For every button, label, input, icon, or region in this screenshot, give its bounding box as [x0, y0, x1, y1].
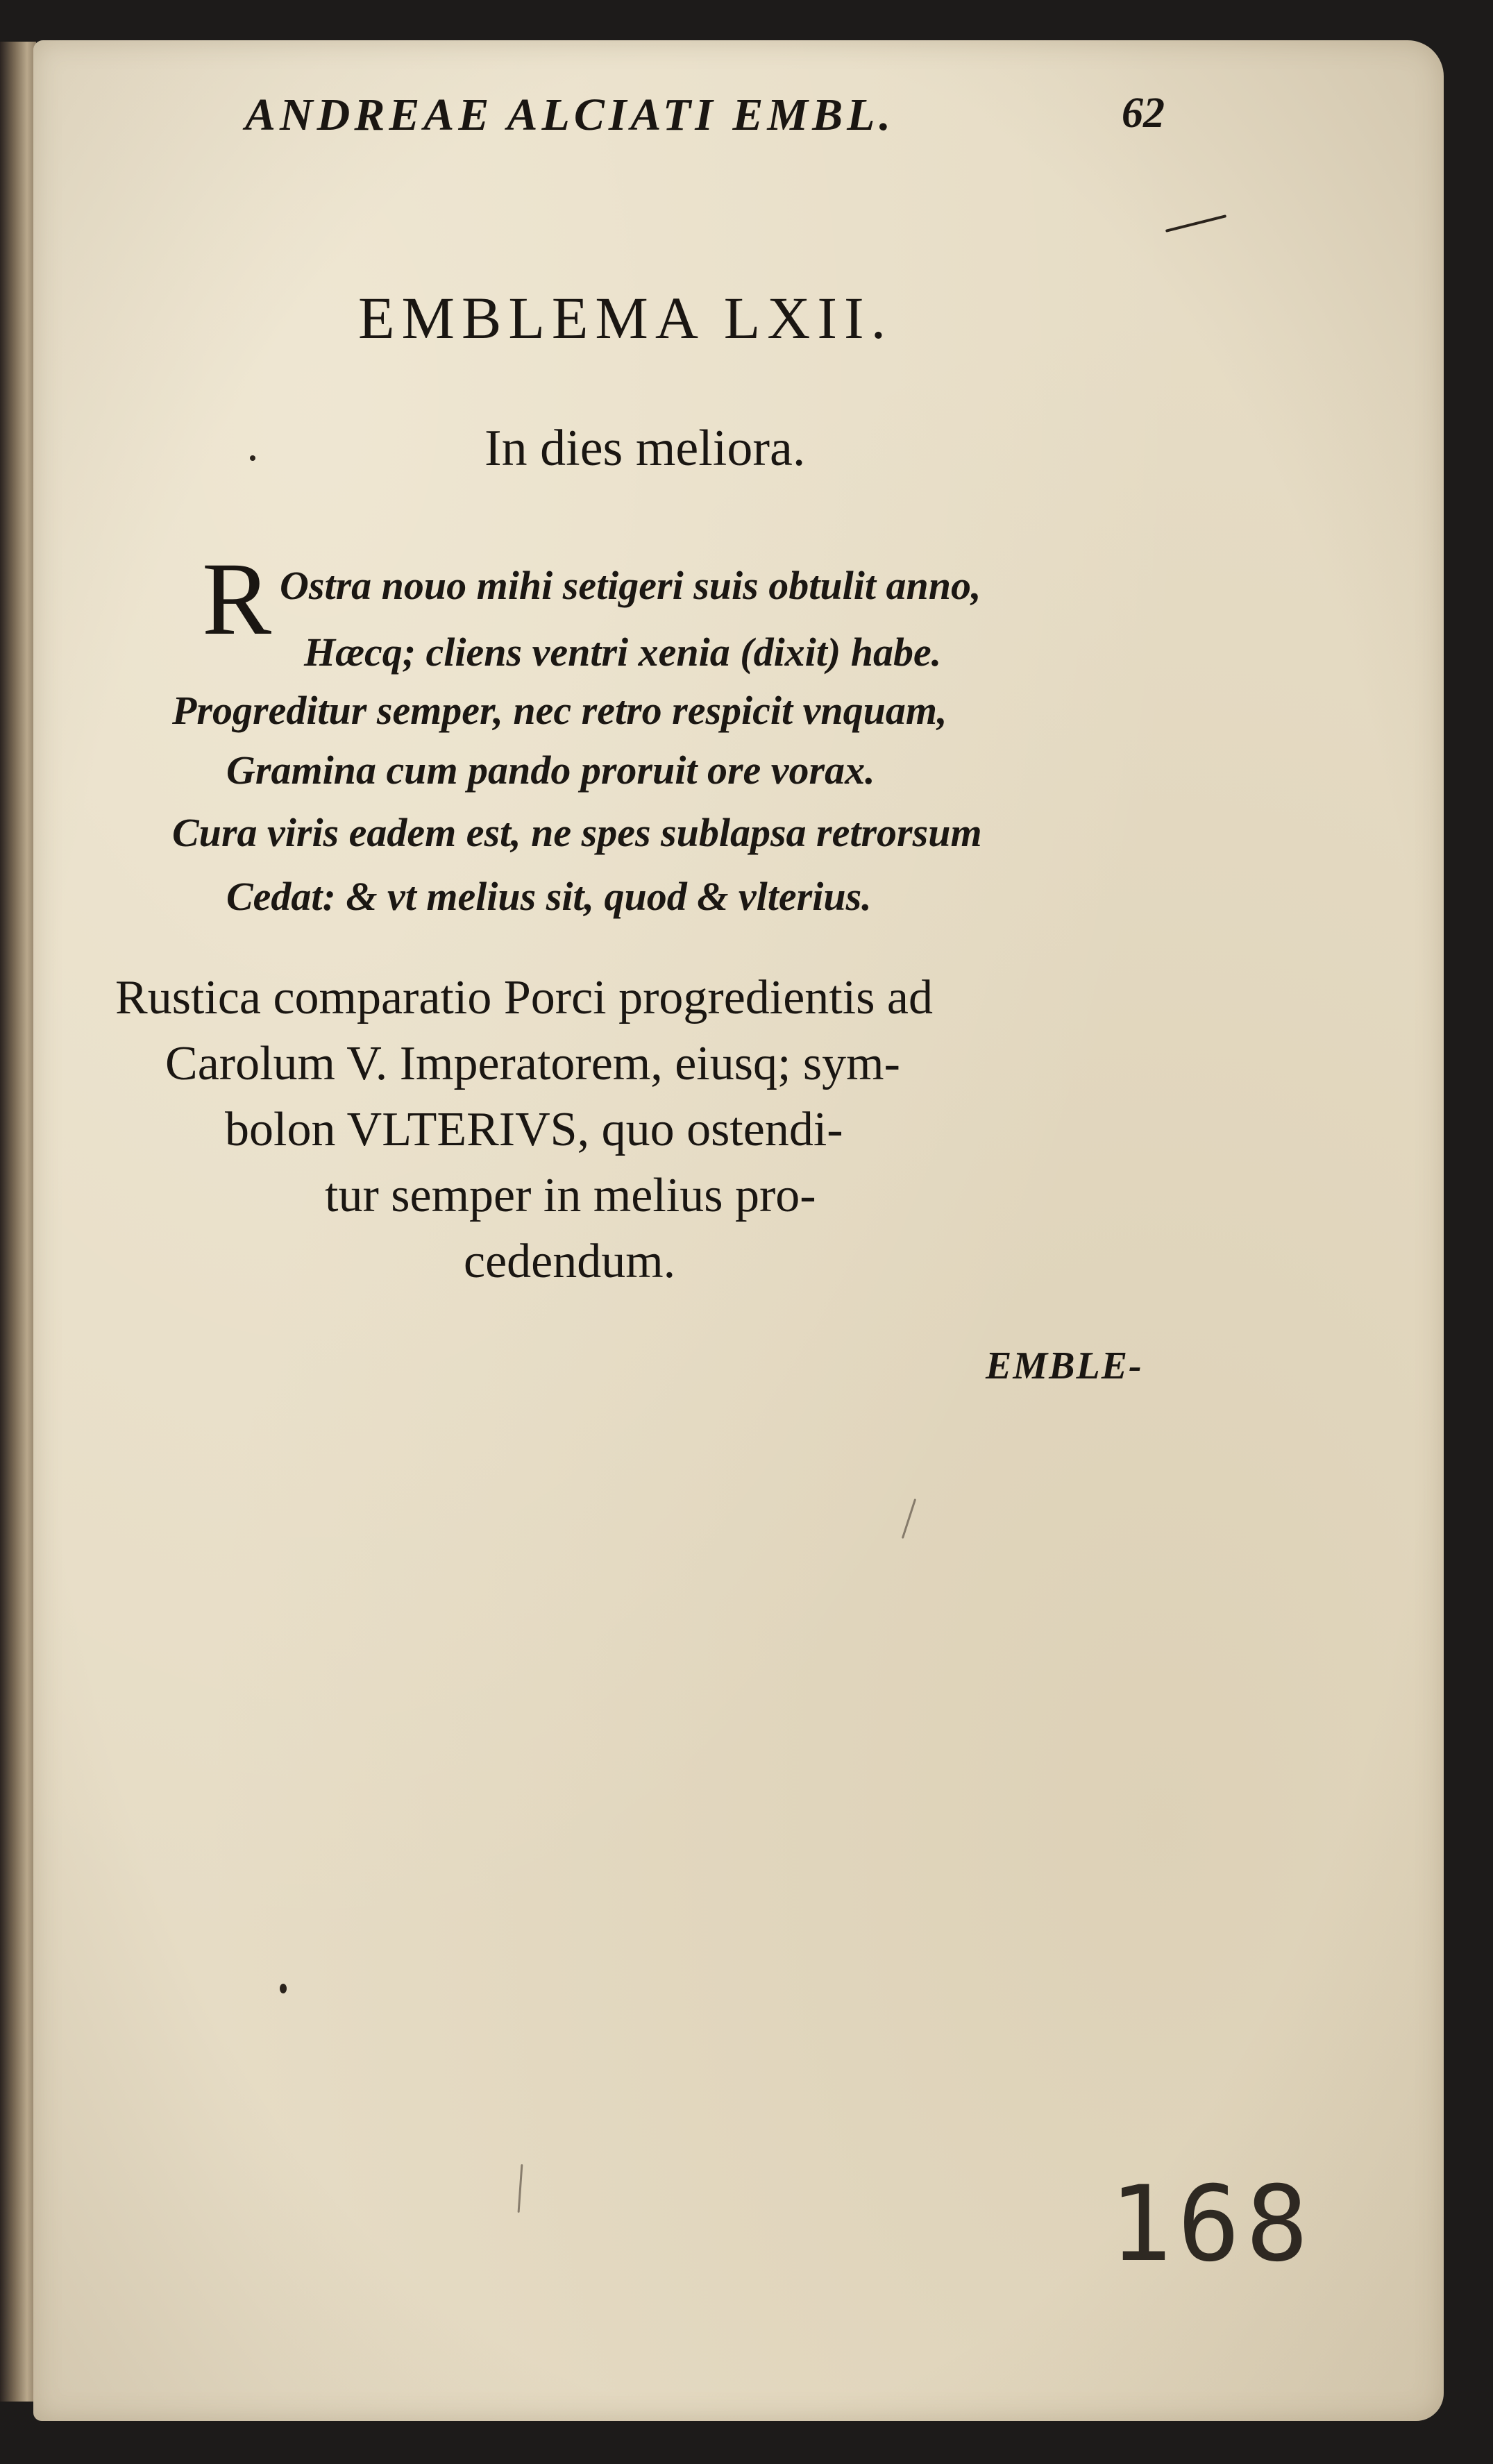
stray-ink-dot: [250, 455, 255, 461]
verse-line: Ostra nouo mihi setigeri suis obtulit anno,: [280, 563, 981, 608]
verse-line: Gramina cum pando proruit ore vorax.: [226, 748, 875, 793]
book-page: [33, 40, 1444, 2421]
library-stamp-number: 168: [1109, 2164, 1314, 2285]
drop-cap: R: [202, 541, 272, 657]
commentary-line: bolon VLTERIVS, quo ostendi-: [225, 1103, 843, 1156]
emblem-motto: In dies meliora.: [484, 420, 806, 477]
catchword: EMBLE-: [986, 1344, 1143, 1387]
paper-mark: [518, 2164, 523, 2213]
folio-number: 62: [1122, 90, 1165, 137]
commentary-line: tur semper in melius pro-: [325, 1169, 816, 1222]
folio-underline: [1165, 214, 1226, 233]
stray-ink-dot: [280, 1984, 287, 1993]
running-head-title: ANDREAE ALCIATI EMBL.: [245, 90, 895, 140]
verse-line: Progreditur semper, nec retro respicit vnquam,: [172, 688, 947, 733]
verse-line: Cura viris eadem est, ne spes sublapsa retrorsum: [172, 810, 982, 855]
verse-line: Hæcq; cliens ventri xenia (dixit) habe.: [304, 630, 942, 675]
commentary-line: cedendum.: [464, 1235, 676, 1288]
verse-line: Cedat: & vt melius sit, quod & vlterius.: [226, 874, 872, 919]
commentary-line: Carolum V. Imperatorem, eiusq; sym-: [165, 1037, 900, 1090]
commentary-line: Rustica comparatio Porci progredientis ad: [115, 971, 934, 1024]
facing-page-edge: [0, 42, 36, 2402]
emblem-title: EMBLEMA LXII.: [358, 285, 893, 351]
paper-mark: [902, 1499, 916, 1539]
